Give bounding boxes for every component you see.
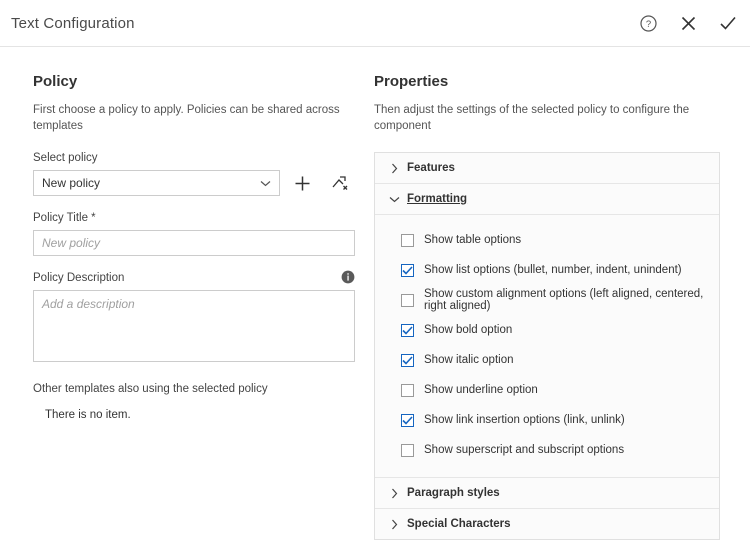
formatting-options-list — [375, 215, 719, 478]
accordion-header-special-characters[interactable] — [375, 509, 719, 539]
dialog-body — [0, 47, 750, 531]
properties-heading: Properties — [374, 73, 449, 90]
unlink-policy-icon[interactable] — [326, 170, 352, 196]
checkbox-show-custom-alignment-options[interactable] — [401, 294, 414, 307]
policy-description: First choose a policy to apply. Policies can be shared across templates — [33, 104, 340, 133]
checkbox-row-link-insertion-options[interactable] — [375, 405, 719, 435]
policy-panel — [0, 47, 374, 523]
policy-title-label: Policy Title * — [33, 212, 96, 225]
checkbox-row-bold-option[interactable] — [375, 315, 719, 345]
checkbox-label: Show link insertion options (link, unlink) — [424, 414, 625, 427]
checkbox-show-table-options[interactable] — [401, 234, 414, 247]
checkbox-label: Show list options (bullet, number, indent, unindent) — [424, 264, 682, 277]
help-icon[interactable] — [636, 11, 660, 35]
checkbox-row-italic-option[interactable] — [375, 345, 719, 375]
checkbox-label: Show table options — [424, 234, 522, 247]
accordion-label-special-characters: Special Characters — [407, 518, 511, 531]
checkbox-row-table-options[interactable] — [375, 225, 719, 255]
checkbox-show-bold-option[interactable] — [401, 324, 414, 337]
checkbox-row-underline-option[interactable] — [375, 375, 719, 405]
accordion-header-features[interactable] — [375, 153, 719, 184]
checkbox-row-list-options[interactable] — [375, 255, 719, 285]
titlebar-actions — [636, 0, 740, 46]
chevron-right-icon — [387, 488, 401, 499]
checkbox-label: Show underline option — [424, 384, 538, 397]
checkbox-show-underline-option[interactable] — [401, 384, 414, 397]
select-policy-value: New policy — [42, 176, 101, 191]
close-icon[interactable] — [676, 11, 700, 35]
select-policy-row — [33, 170, 352, 196]
checkbox-label: Show custom alignment options (left aligned, centered, right aligned) — [424, 288, 704, 313]
other-templates-empty-message: There is no item. — [45, 409, 131, 422]
policy-description-label-row — [33, 272, 355, 284]
accordion-label-features: Features — [407, 162, 455, 175]
chevron-right-icon — [387, 519, 401, 530]
checkbox-show-superscript-subscript-options[interactable] — [401, 444, 414, 457]
checkbox-label: Show superscript and subscript options — [424, 444, 625, 457]
policy-heading: Policy — [33, 73, 78, 90]
checkbox-label: Show italic option — [424, 354, 514, 367]
properties-panel — [374, 47, 750, 531]
other-templates-label: Other templates also using the selected policy — [33, 383, 268, 396]
chevron-down-icon — [387, 196, 401, 203]
select-policy-label: Select policy — [33, 152, 98, 165]
checkbox-show-list-options[interactable] — [401, 264, 414, 277]
info-icon[interactable] — [341, 270, 355, 289]
svg-text:?: ? — [645, 18, 651, 30]
accordion-header-formatting[interactable] — [375, 184, 719, 215]
confirm-icon[interactable] — [716, 11, 740, 35]
properties-accordion — [374, 152, 720, 540]
checkbox-row-superscript-subscript-options[interactable] — [375, 435, 719, 465]
checkbox-row-custom-alignment-options[interactable] — [375, 285, 719, 315]
checkbox-show-italic-option[interactable] — [401, 354, 414, 367]
checkbox-show-link-insertion-options[interactable] — [401, 414, 414, 427]
policy-description-textarea[interactable] — [33, 290, 355, 362]
select-policy-dropdown[interactable] — [33, 170, 280, 196]
accordion-label-paragraph-styles: Paragraph styles — [407, 487, 500, 500]
add-policy-button[interactable] — [290, 170, 316, 196]
policy-description-label: Policy Description — [33, 272, 125, 285]
policy-title-input[interactable] — [33, 230, 355, 256]
chevron-down-icon — [260, 176, 271, 190]
properties-description: Then adjust the settings of the selected policy to configure the component — [374, 104, 690, 133]
accordion-label-formatting: Formatting — [407, 193, 468, 206]
page-title: Text Configuration — [11, 14, 135, 32]
chevron-right-icon — [387, 163, 401, 174]
dialog-titlebar — [0, 0, 750, 47]
checkbox-label: Show bold option — [424, 324, 513, 337]
accordion-header-paragraph-styles[interactable] — [375, 478, 719, 509]
